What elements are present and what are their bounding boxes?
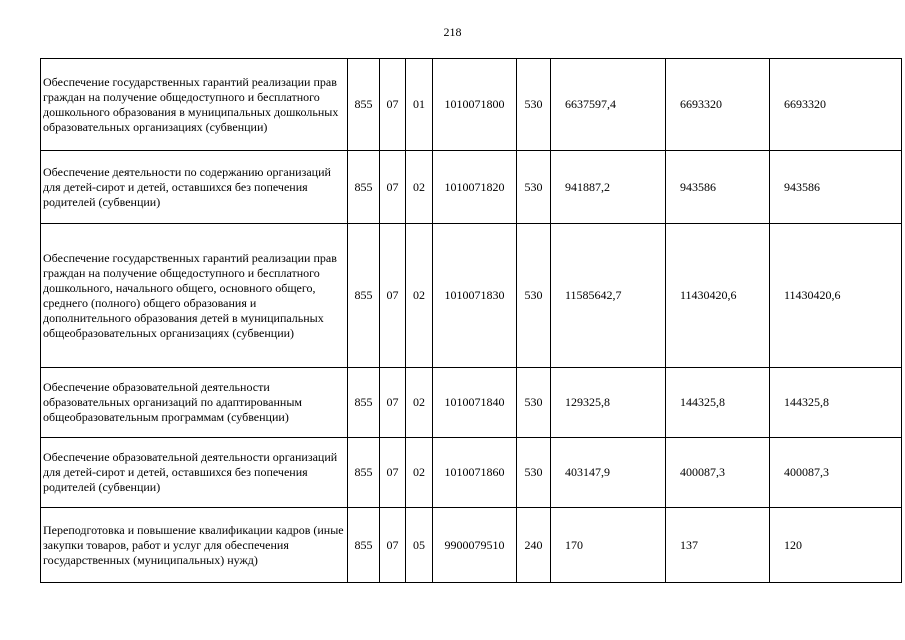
expense-type-code: 530: [517, 368, 551, 438]
expense-type-code: 240: [517, 508, 551, 583]
amount-year-3: 120: [770, 508, 902, 583]
amount-year-3: 943586: [770, 151, 902, 224]
table-row: [41, 368, 902, 438]
ministry-code: 855: [348, 438, 380, 508]
target-article-code: 1010071830: [433, 224, 517, 368]
ministry-code: 855: [348, 368, 380, 438]
expense-type-code: 530: [517, 438, 551, 508]
table-row: [41, 151, 902, 224]
target-article-code: 1010071860: [433, 438, 517, 508]
subsection-code: 02: [406, 224, 433, 368]
expense-type-code: 530: [517, 151, 551, 224]
table-row: [41, 59, 902, 151]
ministry-code: 855: [348, 151, 380, 224]
table-row: [41, 508, 902, 583]
amount-year-3: 11430420,6: [770, 224, 902, 368]
amount-year-2: 400087,3: [666, 438, 770, 508]
amount-year-1: 6637597,4: [551, 59, 666, 151]
subsection-code: 05: [406, 508, 433, 583]
subsection-code: 01: [406, 59, 433, 151]
amount-year-3: 6693320: [770, 59, 902, 151]
table-row: [41, 224, 902, 368]
amount-year-2: 6693320: [666, 59, 770, 151]
amount-year-1: 170: [551, 508, 666, 583]
subsection-code: 02: [406, 368, 433, 438]
amount-year-2: 11430420,6: [666, 224, 770, 368]
amount-year-3: 144325,8: [770, 368, 902, 438]
amount-year-3: 400087,3: [770, 438, 902, 508]
budget-table: [40, 58, 902, 583]
expense-name: Обеспечение государственных гарантий реализации прав граждан на получение общедоступного и бесплатного дошкольного, начального общего, основного общего, среднего (полного) общего образования и дополнительного образования детей в муниципальных общеобразовательных организациях (субвенции): [41, 224, 348, 368]
amount-year-1: 11585642,7: [551, 224, 666, 368]
section-code: 07: [380, 224, 406, 368]
expense-name: Обеспечение образовательной деятельности образовательных организаций по адаптированным общеобразовательным программам (субвенции): [41, 368, 348, 438]
expense-name: Обеспечение образовательной деятельности организаций для детей-сирот и детей, оставшихся без попечения родителей (субвенции): [41, 438, 348, 508]
section-code: 07: [380, 59, 406, 151]
amount-year-2: 943586: [666, 151, 770, 224]
amount-year-1: 941887,2: [551, 151, 666, 224]
target-article-code: 1010071840: [433, 368, 517, 438]
section-code: 07: [380, 368, 406, 438]
page-number: 218: [443, 25, 462, 39]
expense-type-code: 530: [517, 59, 551, 151]
expense-type-code: 530: [517, 224, 551, 368]
table-row: [41, 438, 902, 508]
expense-name: Обеспечение государственных гарантий реализации прав граждан на получение общедоступного и бесплатного дошкольного образования в муниципальных дошкольных образовательных организациях (субвенции): [41, 59, 348, 151]
amount-year-2: 137: [666, 508, 770, 583]
section-code: 07: [380, 508, 406, 583]
subsection-code: 02: [406, 438, 433, 508]
ministry-code: 855: [348, 59, 380, 151]
target-article-code: 1010071800: [433, 59, 517, 151]
amount-year-2: 144325,8: [666, 368, 770, 438]
target-article-code: 1010071820: [433, 151, 517, 224]
ministry-code: 855: [348, 224, 380, 368]
amount-year-1: 129325,8: [551, 368, 666, 438]
amount-year-1: 403147,9: [551, 438, 666, 508]
ministry-code: 855: [348, 508, 380, 583]
expense-name: Переподготовка и повышение квалификации кадров (иные закупки товаров, работ и услуг для обеспечения государственных (муниципальных) нужд): [41, 508, 348, 583]
section-code: 07: [380, 438, 406, 508]
section-code: 07: [380, 151, 406, 224]
expense-name: Обеспечение деятельности по содержанию организаций для детей-сирот и детей, оставшихся без попечения родителей (субвенции): [41, 151, 348, 224]
target-article-code: 9900079510: [433, 508, 517, 583]
subsection-code: 02: [406, 151, 433, 224]
